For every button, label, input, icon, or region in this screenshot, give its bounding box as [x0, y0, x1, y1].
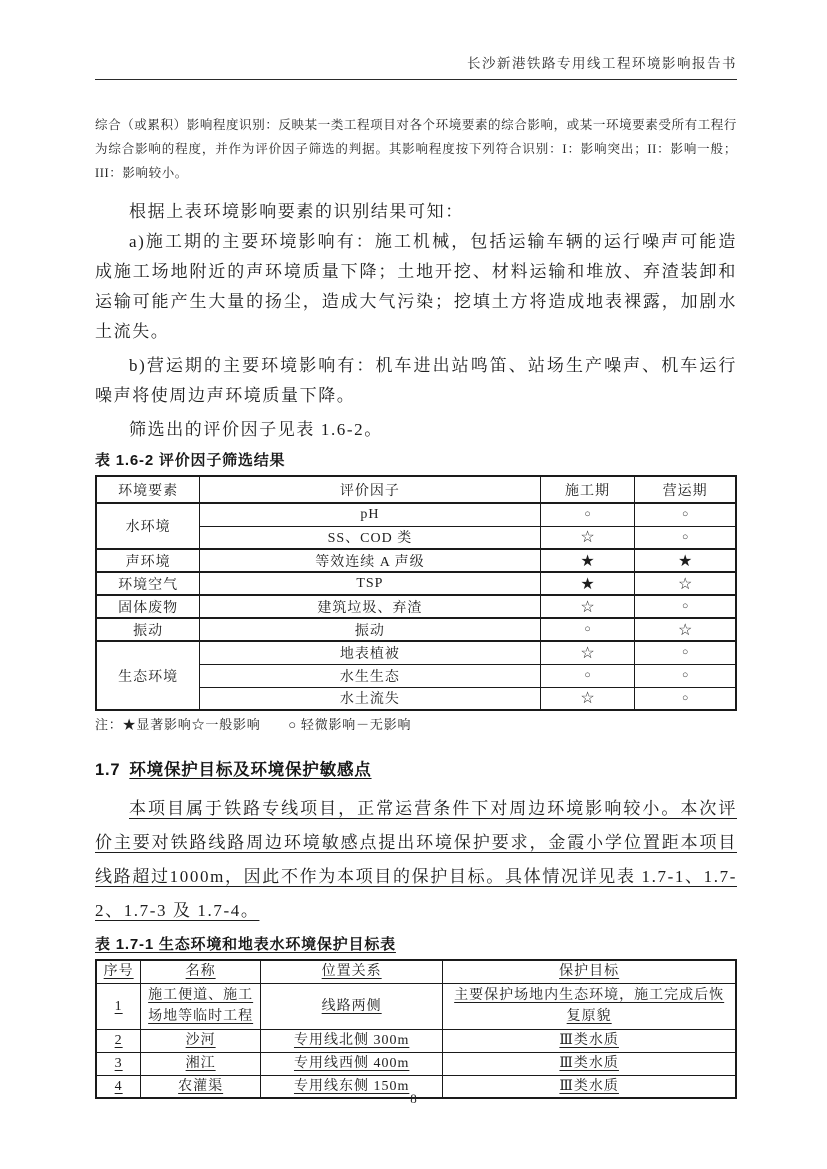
cell-element: 声环境: [96, 549, 200, 572]
table-row: [96, 1029, 736, 1052]
cell-construction-symbol: ☆: [540, 595, 635, 618]
cell-operation-symbol: ○: [635, 664, 736, 687]
cell-element: 生态环境: [96, 641, 200, 710]
table-row: [96, 549, 736, 572]
table-1-6-2-caption: 表 1.6-2 评价因子筛选结果: [95, 452, 286, 469]
table-1-7-1: [95, 959, 737, 1099]
cell-no: 4: [96, 1075, 141, 1098]
cell-name: 农灌渠: [141, 1075, 261, 1098]
col-header-operation: 营运期: [635, 476, 736, 503]
intro-paragraph: 综合（或累积）影响程度识别：反映某一类工程项目对各个环境要素的综合影响，或某一环境要素受所有工程行为综合影响的程度，并作为评价因子筛选的判据。其影响程度按下列符合识别：I：影响突出；II：影响一般；III：影响较小。: [95, 118, 737, 180]
section-number: 1.7: [95, 761, 121, 779]
col-header-element: 环境要素: [96, 476, 200, 503]
cell-name: 施工便道、施工场地等临时工程: [141, 983, 261, 1029]
table-legend-note: 注：★显著影响☆一般影响 ○ 轻微影响－无影响: [95, 717, 412, 732]
col-header-factor: 评价因子: [200, 476, 540, 503]
table-row: [96, 595, 736, 618]
cell-construction-symbol: ☆: [540, 687, 635, 710]
page-content: [0, 52, 827, 1099]
cell-construction-symbol: ★: [540, 572, 635, 595]
cell-target: 主要保护场地内生态环境，施工完成后恢复原貌: [443, 983, 736, 1029]
cell-operation-symbol: ☆: [635, 618, 736, 641]
table-row: [96, 983, 736, 1029]
col-header-no: 序号: [96, 960, 141, 983]
cell-factor: TSP: [200, 572, 540, 595]
cell-operation-symbol: ★: [635, 549, 736, 572]
paragraph-overview: 根据上表环境影响要素的识别结果可知：: [129, 202, 464, 221]
section-1-7-heading: [95, 758, 737, 782]
table-1-7-1-caption: 表 1.7-1 生态环境和地表水环境保护目标表: [95, 936, 396, 953]
cell-factor: 等效连续 A 声级: [200, 549, 540, 572]
cell-target: Ⅲ类水质: [443, 1075, 736, 1098]
cell-element: 固体废物: [96, 595, 200, 618]
cell-construction-symbol: ○: [540, 503, 635, 526]
cell-operation-symbol: ○: [635, 641, 736, 664]
cell-construction-symbol: ★: [540, 549, 635, 572]
cell-operation-symbol: ○: [635, 687, 736, 710]
cell-no: 1: [96, 983, 141, 1029]
table-row: [96, 572, 736, 595]
cell-location: 线路两侧: [260, 983, 442, 1029]
cell-factor: SS、COD 类: [200, 526, 540, 549]
cell-construction-symbol: ☆: [540, 641, 635, 664]
cell-target: Ⅲ类水质: [443, 1029, 736, 1052]
cell-operation-symbol: ☆: [635, 572, 736, 595]
cell-construction-symbol: ☆: [540, 526, 635, 549]
header-title: 长沙新港铁路专用线工程环境影响报告书: [467, 56, 737, 71]
cell-factor: pH: [200, 503, 540, 526]
page-number: 8: [410, 1091, 417, 1106]
cell-element: 水环境: [96, 503, 200, 549]
cell-location: 专用线北侧 300m: [260, 1029, 442, 1052]
col-header-construction: 施工期: [540, 476, 635, 503]
col-header-location: 位置关系: [260, 960, 442, 983]
cell-operation-symbol: ○: [635, 595, 736, 618]
section-title: 环境保护目标及环境保护敏感点: [129, 761, 372, 779]
cell-factor: 振动: [200, 618, 540, 641]
cell-construction-symbol: ○: [540, 664, 635, 687]
cell-operation-symbol: ○: [635, 526, 736, 549]
cell-no: 2: [96, 1029, 141, 1052]
cell-factor: 建筑垃圾、弃渣: [200, 595, 540, 618]
cell-construction-symbol: ○: [540, 618, 635, 641]
cell-name: 湘江: [141, 1052, 261, 1075]
table-row: [96, 1052, 736, 1075]
col-header-name: 名称: [141, 960, 261, 983]
cell-name: 沙河: [141, 1029, 261, 1052]
section-1-7-paragraph: 本项目属于铁路专线项目，正常运营条件下对周边环境影响较小。本次评价主要对铁路线路周边环境敏感点提出环境保护要求，金霞小学位置距本项目线路超过1000m，因此不作为本项目的保护目标。具体情况详见表 1.7-1、1.7-2、1.7-3 及 1.7-4。: [95, 799, 737, 920]
cell-element: 振动: [96, 618, 200, 641]
table-header-row: [96, 476, 736, 503]
table-row: [96, 641, 736, 664]
cell-factor: 地表植被: [200, 641, 540, 664]
cell-location: 专用线东侧 150m: [260, 1075, 442, 1098]
paragraph-construction-impacts: a)施工期的主要环境影响有：施工机械，包括运输车辆的运行噪声可能造成施工场地附近的声环境质量下降；土地开挖、材料运输和堆放、弃渣装卸和运输可能产生大量的扬尘，造成大气污染；挖填土方将造成地表裸露，加剧水土流失。: [95, 232, 737, 341]
cell-factor: 水土流失: [200, 687, 540, 710]
cell-no: 3: [96, 1052, 141, 1075]
table-row: [96, 503, 736, 526]
page-footer: [0, 1091, 827, 1107]
cell-operation-symbol: ○: [635, 503, 736, 526]
cell-factor: 水生生态: [200, 664, 540, 687]
cell-target: Ⅲ类水质: [443, 1052, 736, 1075]
paragraph-operation-impacts: b)营运期的主要环境影响有：机车进出站鸣笛、站场生产噪声、机车运行噪声将使周边声环境质量下降。: [95, 356, 737, 405]
cell-location: 专用线西侧 400m: [260, 1052, 442, 1075]
cell-element: 环境空气: [96, 572, 200, 595]
paragraph-table-ref: 筛选出的评价因子见表 1.6-2。: [129, 420, 383, 439]
running-header: [95, 52, 737, 80]
col-header-target: 保护目标: [443, 960, 736, 983]
table-1-6-2: [95, 475, 737, 711]
table-header-row: [96, 960, 736, 983]
table-row: [96, 618, 736, 641]
